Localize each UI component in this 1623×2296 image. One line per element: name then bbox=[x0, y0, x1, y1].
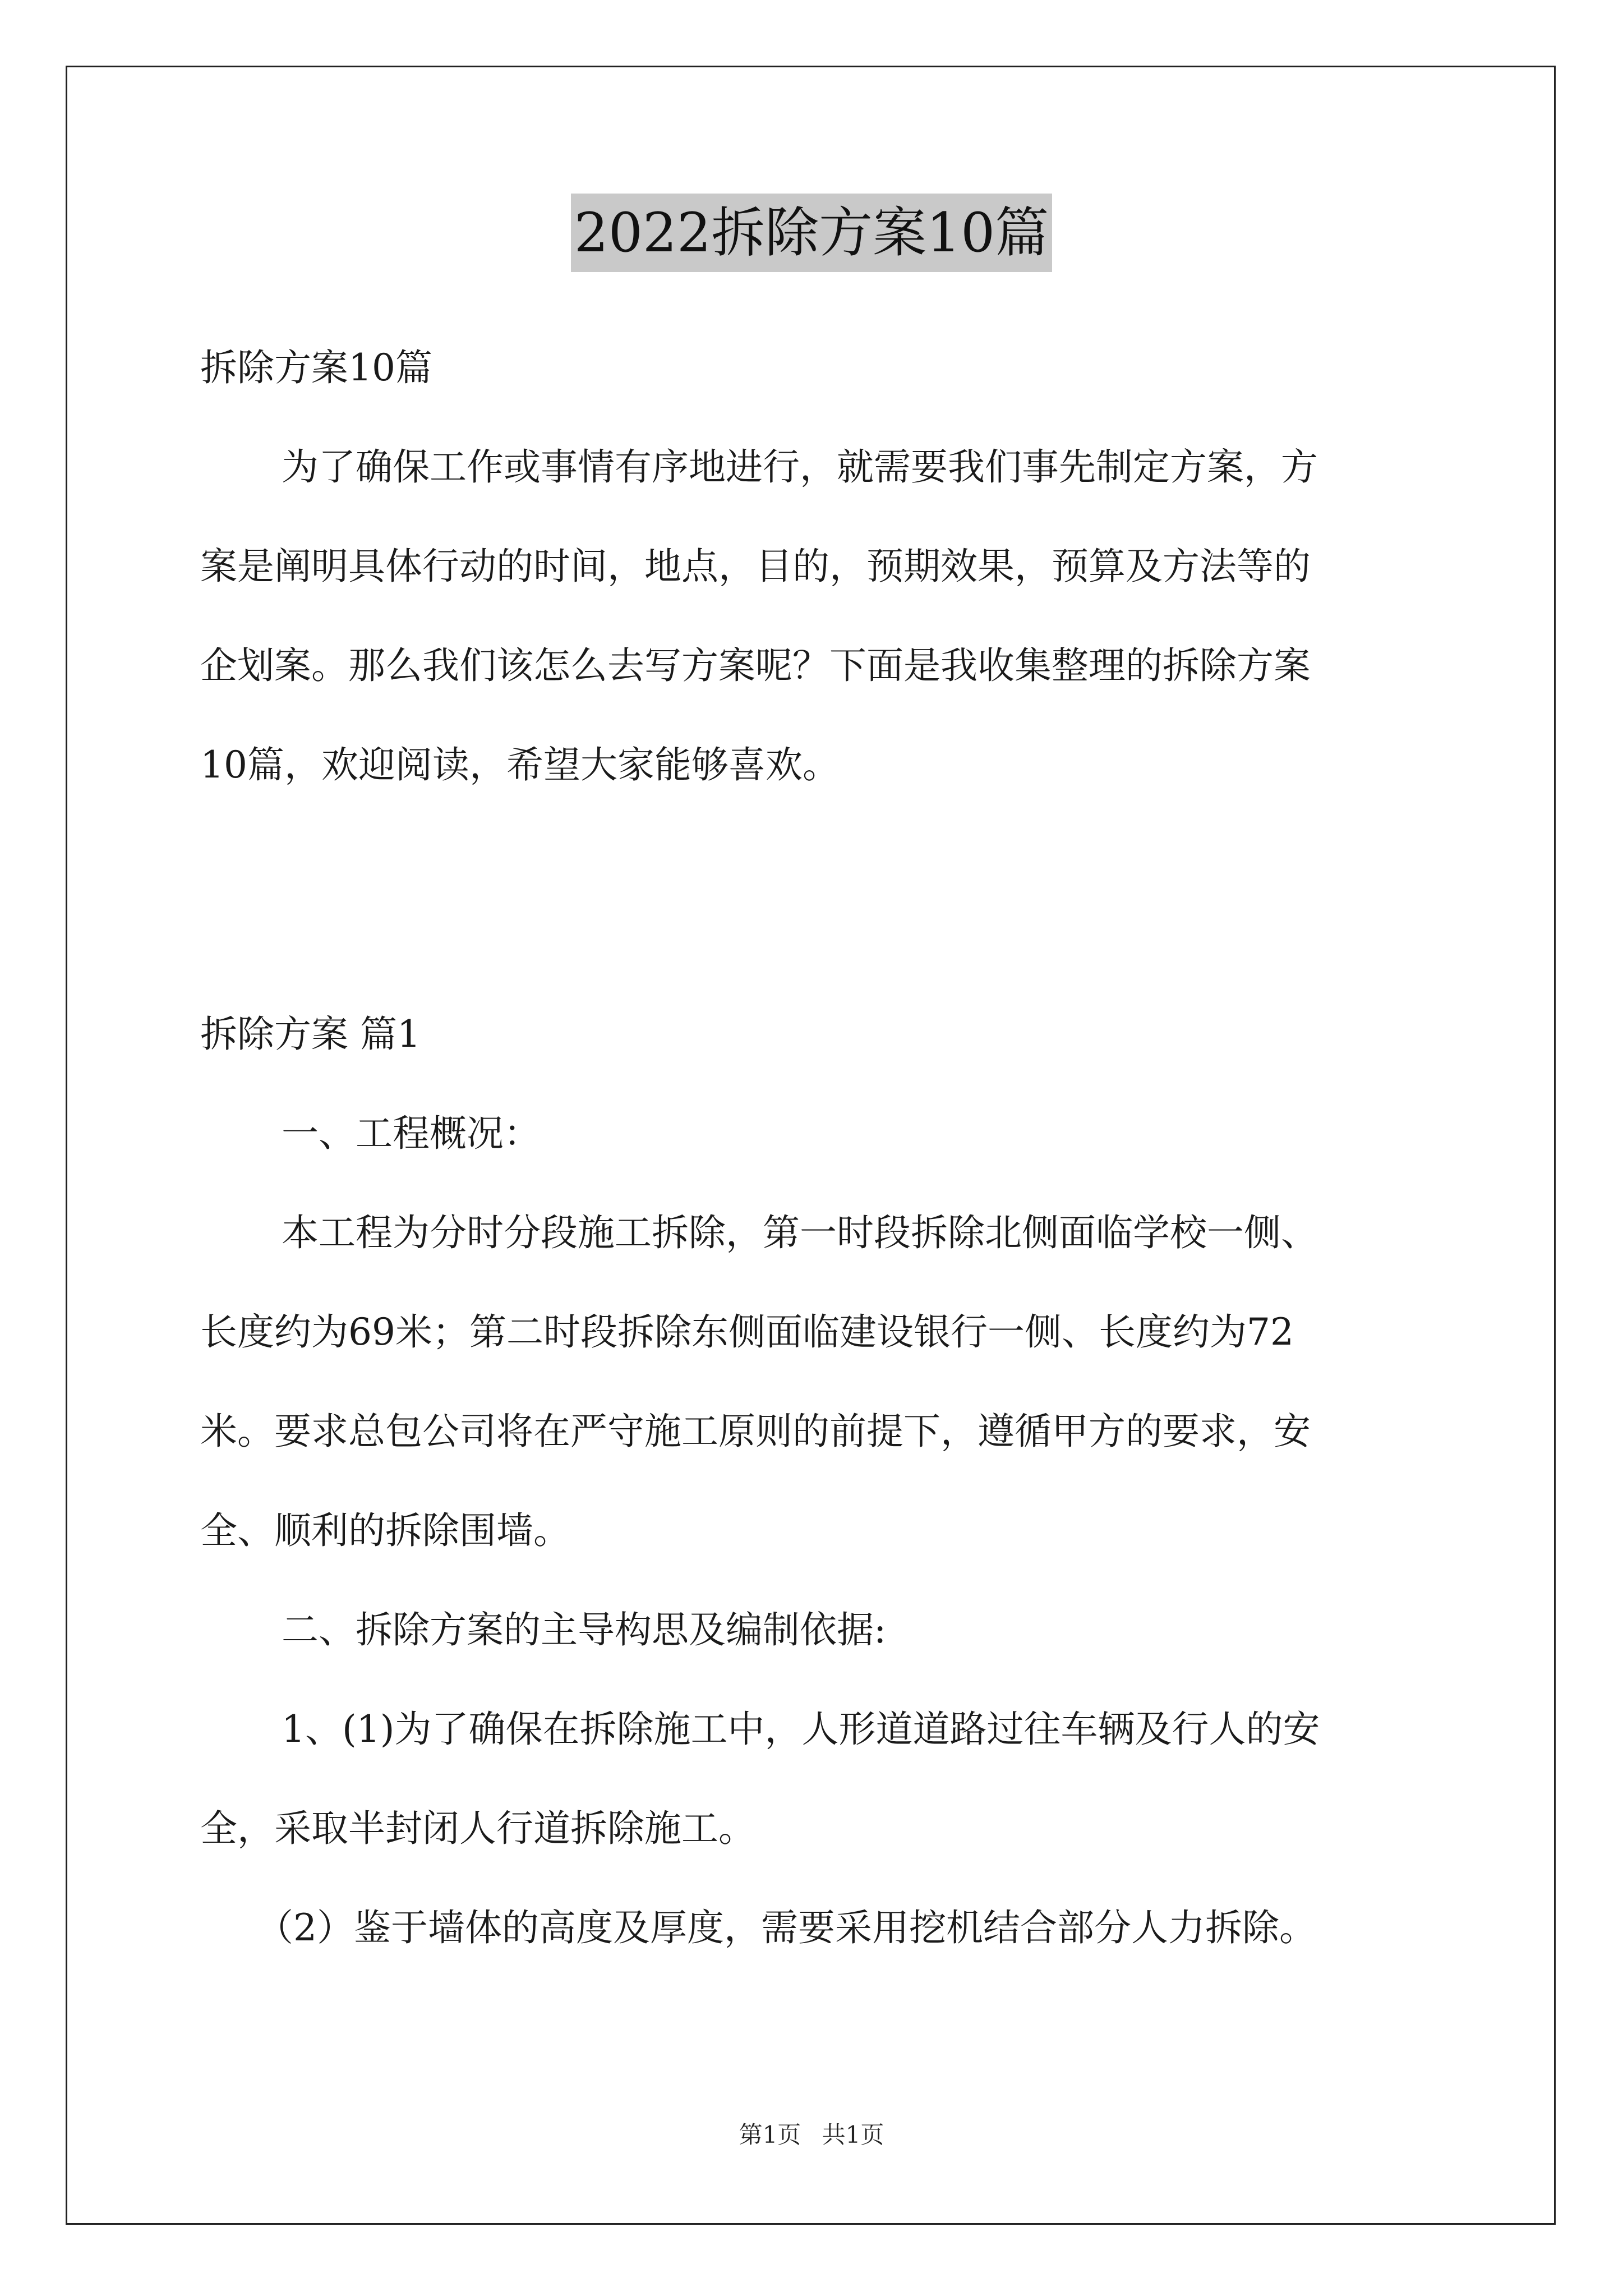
section-heading: 拆除方案 篇1 bbox=[200, 1013, 421, 1056]
paragraph-line: 企划案。那么我们该怎么去写方案呢？下面是我收集整理的拆除方案 bbox=[200, 644, 1311, 687]
paragraph-line: 本工程为分时分段施工拆除，第一时段拆除北侧面临学校一侧、 bbox=[282, 1211, 1318, 1254]
page-total: 共1页 bbox=[822, 2121, 884, 2148]
paragraph-line: 长度约为69米；第二时段拆除东侧面临建设银行一侧、长度约为72 bbox=[200, 1310, 1294, 1354]
paragraph-line: 10篇，欢迎阅读，希望大家能够喜欢。 bbox=[200, 743, 840, 786]
paragraph-line: （2）鉴于墙体的高度及厚度，需要采用挖机结合部分人力拆除。 bbox=[256, 1906, 1316, 1949]
paragraph-line: 全、顺利的拆除围墙。 bbox=[200, 1509, 570, 1552]
paragraph-line: 为了确保工作或事情有序地进行，就需要我们事先制定方案，方 bbox=[282, 445, 1318, 489]
paragraph-line: 二、拆除方案的主导构思及编制依据: bbox=[282, 1608, 887, 1651]
document-title: 2022拆除方案10篇 bbox=[571, 194, 1052, 272]
title-area bbox=[0, 194, 1623, 272]
paragraph-line: 米。要求总包公司将在严守施工原则的前提下，遵循甲方的要求，安 bbox=[200, 1410, 1311, 1453]
subtitle: 拆除方案10篇 bbox=[200, 346, 432, 389]
paragraph-line: 全，采取半封闭人行道拆除施工。 bbox=[200, 1807, 755, 1850]
paragraph-line: 案是阐明具体行动的时间，地点，目的，预期效果，预算及方法等的 bbox=[200, 545, 1311, 588]
page-number: 第1页 bbox=[739, 2121, 801, 2148]
paragraph-line: 1、(1)为了确保在拆除施工中，人形道道路过往车辆及行人的安 bbox=[282, 1708, 1320, 1751]
paragraph-line: 一、工程概况： bbox=[282, 1112, 541, 1155]
page-footer bbox=[0, 2118, 1623, 2152]
